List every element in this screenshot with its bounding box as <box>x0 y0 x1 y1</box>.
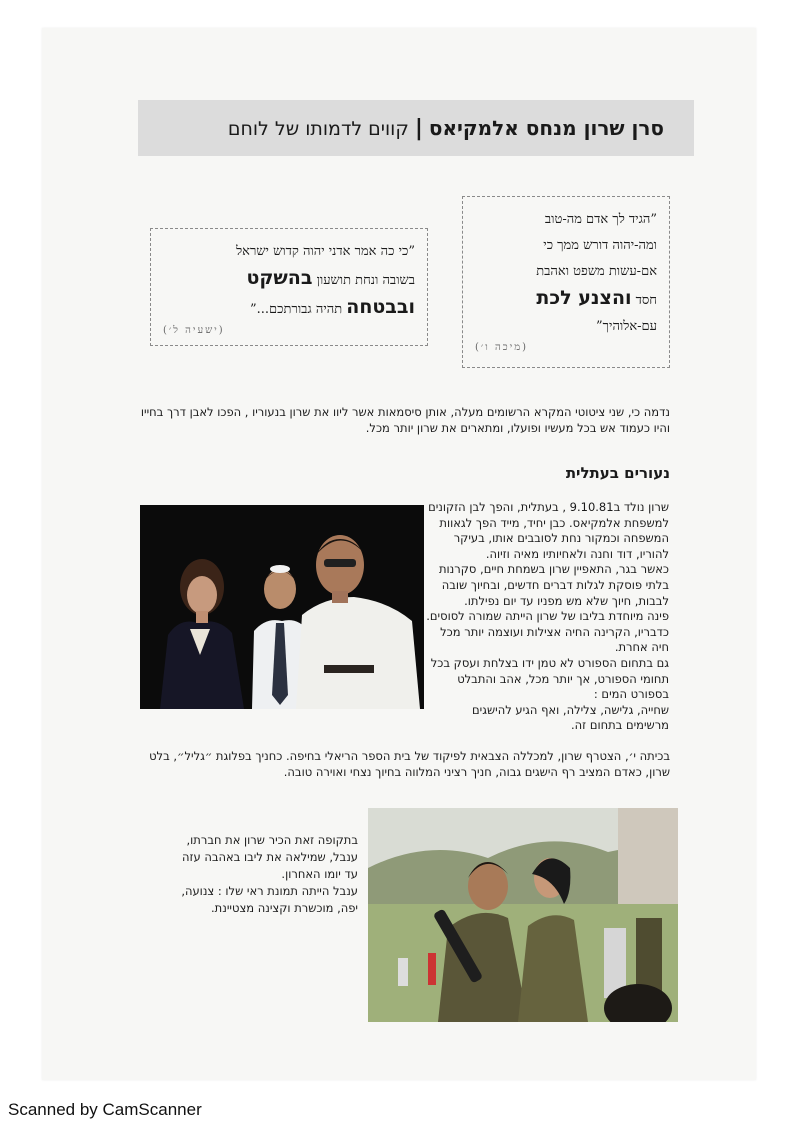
quote-line: אם-עשות משפט ואהבת <box>536 264 657 279</box>
quote-line: ”הגיד לך אדם מה-טוב <box>544 212 657 227</box>
paragraph: ענבל הייתה תמונת ראי שלו : צנועה, יפה, מוכשרת וקצינה מצטיינת. <box>181 884 358 915</box>
title-separator: | <box>414 116 423 141</box>
scanner-watermark: Scanned by CamScanner <box>8 1100 202 1119</box>
quote-text: חסד <box>635 293 657 308</box>
quote-text: בשובה ונחת תושעון <box>316 273 415 288</box>
micah-quote-box <box>462 196 670 368</box>
childhood-column <box>426 500 669 734</box>
page-title <box>228 100 664 156</box>
paragraph: כאשר בגר, התאפיין שרון בשמחת חיים, סקרנות בלתי פוסקת לגלות דברים חדשים, ובחיוך שובה לבבות, חיוך שלא מש מפניו עד יום נפילתו. <box>438 562 669 608</box>
quote-citation: (מיכה ו׳) <box>475 342 529 353</box>
quote-emphasis: והצנע לכת <box>536 287 632 309</box>
quote-line: ומה-יהוה דורש ממך כי <box>543 238 657 253</box>
quote-line <box>475 285 657 314</box>
quote-line: ”כי כה אמר אדני יהוה קדוש ישראל <box>236 244 415 259</box>
paragraph: שחייה, גלישה, צלילה, ואף הגיע להישגים מרשימים בתחום זה. <box>472 702 669 733</box>
quote-text: תהיה גבורתכם...” <box>250 302 343 317</box>
title-name: סרן שרון מנחס אלמקיאס <box>428 116 664 140</box>
title-subtitle: קווים לדמותו של לוחם <box>227 118 409 140</box>
title-banner <box>138 100 694 156</box>
quote-line: עם-אלוהיך” <box>596 319 657 334</box>
military-school-paragraph: בכיתה י׳, הצטרף שרון, למכללה הצבאית לפיקוד של בית הספר הריאלי בחיפה. כחניך בפלוגת ״גליל״, בלט שרון, כאדם המציב רף הישגים גבוה, חניך רציני המלווה בחיוך נצחי ואוירה טובה. <box>149 749 670 779</box>
paragraph: בתקופה זאת הכיר שרון את חברתו, ענבל, שמילאה את ליבו באהבה עזה עד יומו האחרון. <box>181 833 358 881</box>
intro-paragraph: נדמה כי, שני ציטוטי המקרא הרשומים מעלה, אותן סיסמאות אשר ליוו את שרון בנעוריו , הפכו לאבן דרך בחייו והיו כעמוד אש בכל מעשיו ופועלו, ומתארים את שרון יותר מכל. <box>140 405 670 435</box>
inbal-column <box>178 832 358 917</box>
quote-line <box>163 294 415 323</box>
isaiah-quote-box <box>150 228 428 346</box>
quote-citation: (ישעיה ל׳) <box>163 325 225 336</box>
quote-emphasis: בהשקט <box>246 267 313 289</box>
section-heading: נעורים בעתלית <box>565 464 670 482</box>
soldiers-photo <box>368 808 678 1022</box>
paragraph: שרון נולד ב9.10.81 , בעתלית, והפך לבן הזקונים למשפחת אלמקיאס. כבן יחיד, מייד הפך לגאוות המשפחה וכמקור נחת לסובבים אותו, בעיקר להוריו, דוד וחנה ולאחיותיו מאיה וזיוה. <box>428 500 669 561</box>
quote-emphasis: ובבטחה <box>346 296 415 318</box>
quote-line <box>163 265 415 294</box>
paragraph: גם בתחום הספורט לא טמן ידו בצלחת ועסק בכל תחומי הספורט, אך יותר מכל, אהב והתבלט בספורט המים : <box>430 655 669 702</box>
family-photo <box>140 505 424 709</box>
paragraph: פינה מיוחדת בליבו של שרון הייתה שמורה לסוסים. כדבריו, הקרינה החיה אצילות ועוצמה יותר מכל חיה אחרת. <box>426 609 669 655</box>
